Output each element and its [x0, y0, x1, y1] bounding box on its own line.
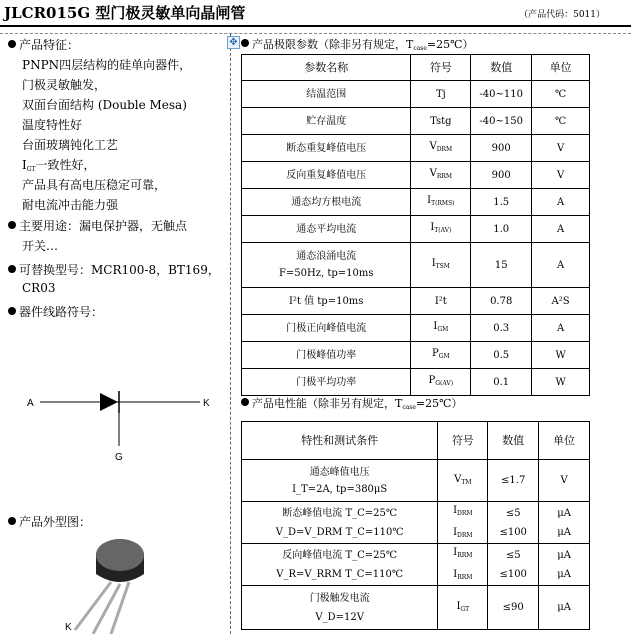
bullet-icon	[8, 307, 16, 315]
feature-line: 温度特性好	[22, 118, 83, 132]
col-header: 数值	[471, 55, 532, 81]
features-heading: 产品特征：	[8, 36, 79, 53]
feature-line: 产品具有高电压稳定可靠，	[22, 178, 167, 192]
package-heading: 产品外型图：	[8, 513, 91, 530]
electrical-table	[241, 421, 590, 630]
gate-label: G	[115, 452, 123, 463]
to92-package-icon	[55, 530, 165, 634]
cathode-label: K	[203, 398, 210, 409]
col-header: 数值	[488, 422, 539, 460]
table-row: 结温范围 Tj -40~110 ℃	[242, 81, 590, 108]
bullet-icon	[241, 39, 249, 47]
anode-label: A	[27, 398, 34, 409]
document-title: JLCR015G 型门极灵敏单向晶闸管	[4, 4, 246, 22]
ratings-heading: 产品极限参数（除非另有规定，$T_{case}=25℃$）	[241, 36, 473, 52]
table-row: 通态平均电流 $I_{T(AV)}$ 1.0 A	[242, 216, 590, 243]
ratings-table	[241, 54, 590, 396]
col-header: 符号	[411, 55, 471, 81]
section-divider	[0, 33, 631, 34]
table-row: 通态峰值电压 I_T=2A, tp=380μS $V_{TM}$ ≤1.7 V	[242, 460, 590, 502]
bullet-icon	[8, 221, 16, 229]
col-header: 特性和测试条件	[242, 422, 438, 460]
feature-line: 双面台面结构 (Double Mesa)	[22, 98, 187, 112]
column-divider	[230, 33, 231, 634]
table-row: 通态浪涌电流 F=50Hz, tp=10ms $I_{TSM}$ 15 A	[242, 243, 590, 288]
table-row: I²t 值 tp=10ms I²t 0.78 A²S	[242, 288, 590, 315]
table-row: 通态均方根电流 $I_{T(RMS)}$ 1.5 A	[242, 189, 590, 216]
package-pin-label: K	[65, 622, 72, 633]
feature-line: 耐电流冲击能力强	[22, 198, 119, 212]
col-header: 单位	[539, 422, 590, 460]
electrical-header-row	[242, 422, 590, 460]
table-row: 门极峰值功率 $P_{GM}$ 0.5 W	[242, 342, 590, 369]
bullet-icon	[8, 517, 16, 525]
usage-line: 开关…	[22, 239, 59, 253]
table-row: 断态重复峰值电压 $V_{DRM}$ 900 V	[242, 135, 590, 162]
replace-line: CR03	[22, 281, 56, 295]
symbol-heading: 器件线路符号：	[8, 303, 103, 320]
ratings-header-row	[242, 55, 590, 81]
bullet-icon	[8, 40, 16, 48]
col-header: 符号	[438, 422, 488, 460]
col-header: 单位	[532, 55, 590, 81]
thyristor-symbol-icon	[20, 380, 220, 470]
feature-line: 门极灵敏触发，	[22, 78, 107, 92]
table-move-handle-icon[interactable]: ✥	[227, 36, 240, 49]
title-rule	[0, 25, 631, 27]
bullet-icon	[241, 398, 249, 406]
table-row: 断态峰值电流 T_C=25℃ V_D=V_DRM T_C=110℃ $I_{DRM}$ $I_{DRM}$ ≤5 ≤100 μA μA	[242, 502, 590, 544]
product-code: （产品代码：5011）	[519, 10, 605, 20]
table-row: 贮存温度 Tstg -40~150 ℃	[242, 108, 590, 135]
feature-line: 台面玻璃钝化工艺	[22, 138, 119, 152]
electrical-heading: 产品电性能（除非另有规定，$T_{case}=25℃$）	[241, 395, 462, 411]
table-row: 反向重复峰值电压 $V_{RRM}$ 900 V	[242, 162, 590, 189]
table-row: 门极平均功率 $P_{G(AV)}$ 0.1 W	[242, 369, 590, 396]
table-row: 反向峰值电流 T_C=25℃ V_R=V_RRM T_C=110℃ $I_{RRM}$ $I_{RRM}$ ≤5 ≤100 μA μA	[242, 544, 590, 586]
usage-heading: 主要用途：漏电保护器，无触点	[8, 217, 187, 234]
bullet-icon	[8, 265, 16, 273]
table-row: 门极正向峰值电流 $I_{GM}$ 0.3 A	[242, 315, 590, 342]
feature-line: PNPN四层结构的硅单向器件，	[22, 58, 192, 72]
replace-heading: 可替换型号：MCR100-8，BT169，	[8, 261, 220, 278]
col-header: 参数名称	[242, 55, 411, 81]
feature-line: $I_{GT}$一致性好，	[22, 158, 96, 173]
table-row: 门极触发电流 V_D=12V $I_{GT}$ ≤90 μA	[242, 586, 590, 630]
